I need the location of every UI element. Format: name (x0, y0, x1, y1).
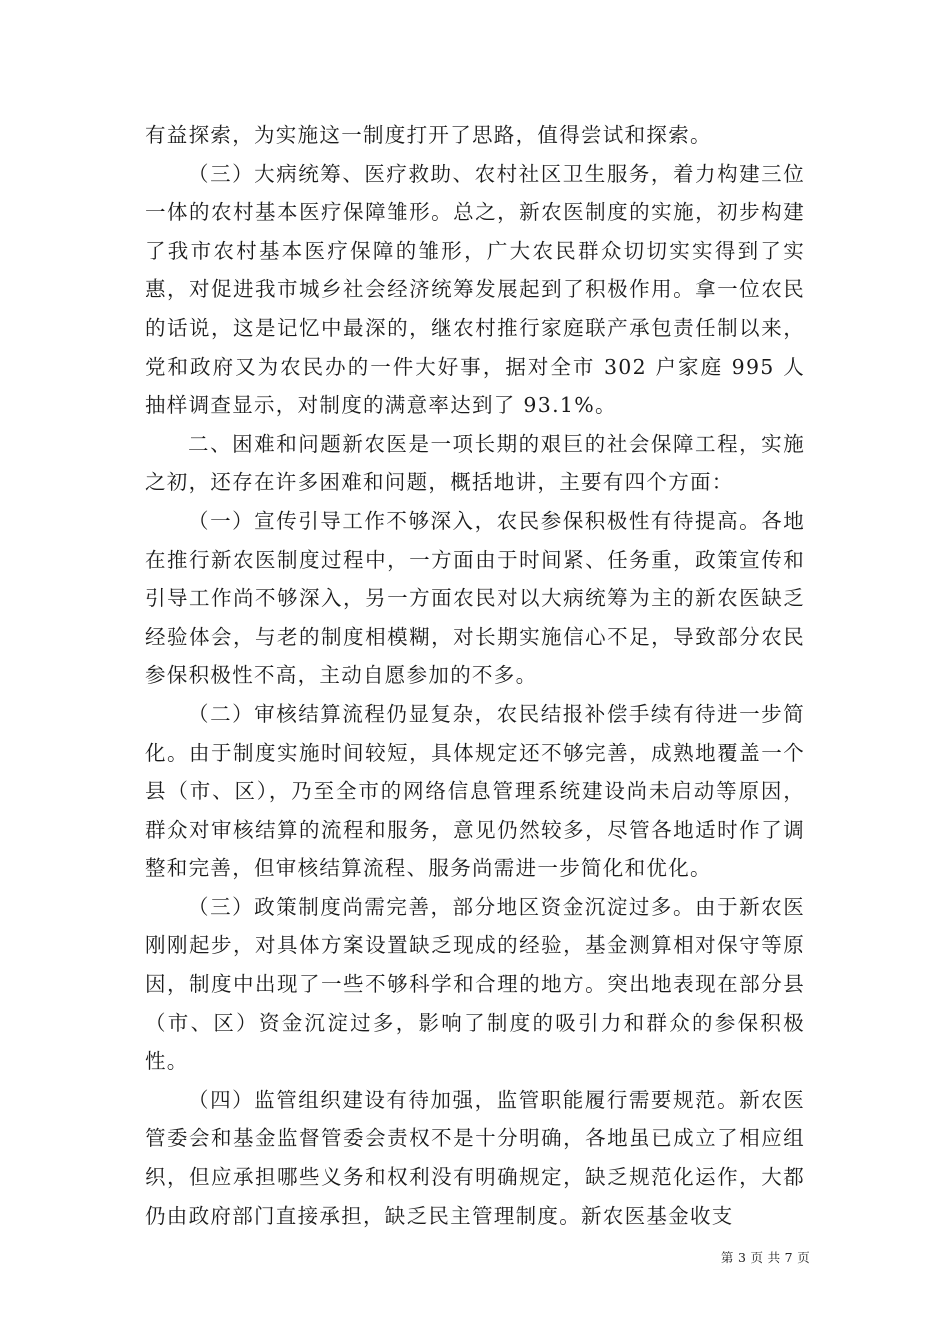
paragraph-item-4: （四）监管组织建设有待加强，监管职能履行需要规范。新农医管委会和基金监督管委会责权不是十分明确，各地虽已成立了相应组织，但应承担哪些义务和权利没有明确规定，缺乏规范化运作，大都仍由政府部门直接承担，缺乏民主管理制度。新农医基金收支 (145, 1087, 805, 1228)
page-number: 第 3 页 共 7 页 (720, 1250, 810, 1265)
paragraph-heading-difficulties: 二、困难和问题新农医是一项长期的艰巨的社会保障工程，实施之初，还存在许多困难和问题，概括地讲，主要有四个方面： (145, 431, 805, 495)
paragraph-item-2: （二）审核结算流程仍显复杂，农民结报补偿手续有待进一步简化。由于制度实施时间较短，具体规定还不够完善，成熟地覆盖一个县（市、区），乃至全市的网络信息管理系统建设尚未启动等原因，群众对审核结算的流程和服务，意见仍然较多，尽管各地适时作了调整和完善，但审核结算流程、服务尚需进一步简化和优化。 (145, 701, 805, 881)
paragraph-section-3: （三）大病统筹、医疗救助、农村社区卫生服务，着力构建三位一体的农村基本医疗保障雏形。总之，新农医制度的实施，初步构建了我市农村基本医疗保障的雏形，广大农民群众切切实实得到了实惠，对促进我市城乡社会经济统筹发展起到了积极作用。拿一位农民的话说，这是记忆中最深的，继农村推行家庭联产承包责任制以来，党和政府又为农民办的一件大好事，据对全市 302 户家庭 995 人抽样调查显示，对制度的满意率达到了 93.1%。 (145, 161, 805, 418)
paragraph-continuation: 有益探索，为实施这一制度打开了思路，值得尝试和探索。 (145, 123, 712, 147)
document-body (145, 116, 805, 1235)
paragraph-item-1: （一）宣传引导工作不够深入，农民参保积极性有待提高。各地在推行新农医制度过程中，一方面由于时间紧、任务重，政策宣传和引导工作尚不够深入，另一方面农民对以大病统筹为主的新农医缺乏经验体会，与老的制度相模糊，对长期实施信心不足，导致部分农民参保积极性不高，主动自愿参加的不多。 (145, 508, 805, 688)
paragraph-item-3: （三）政策制度尚需完善，部分地区资金沉淀过多。由于新农医刚刚起步，对具体方案设置缺乏现成的经验，基金测算相对保守等原因，制度中出现了一些不够科学和合理的地方。突出地表现在部分县（市、区）资金沉淀过多，影响了制度的吸引力和群众的参保积极性。 (145, 894, 805, 1074)
